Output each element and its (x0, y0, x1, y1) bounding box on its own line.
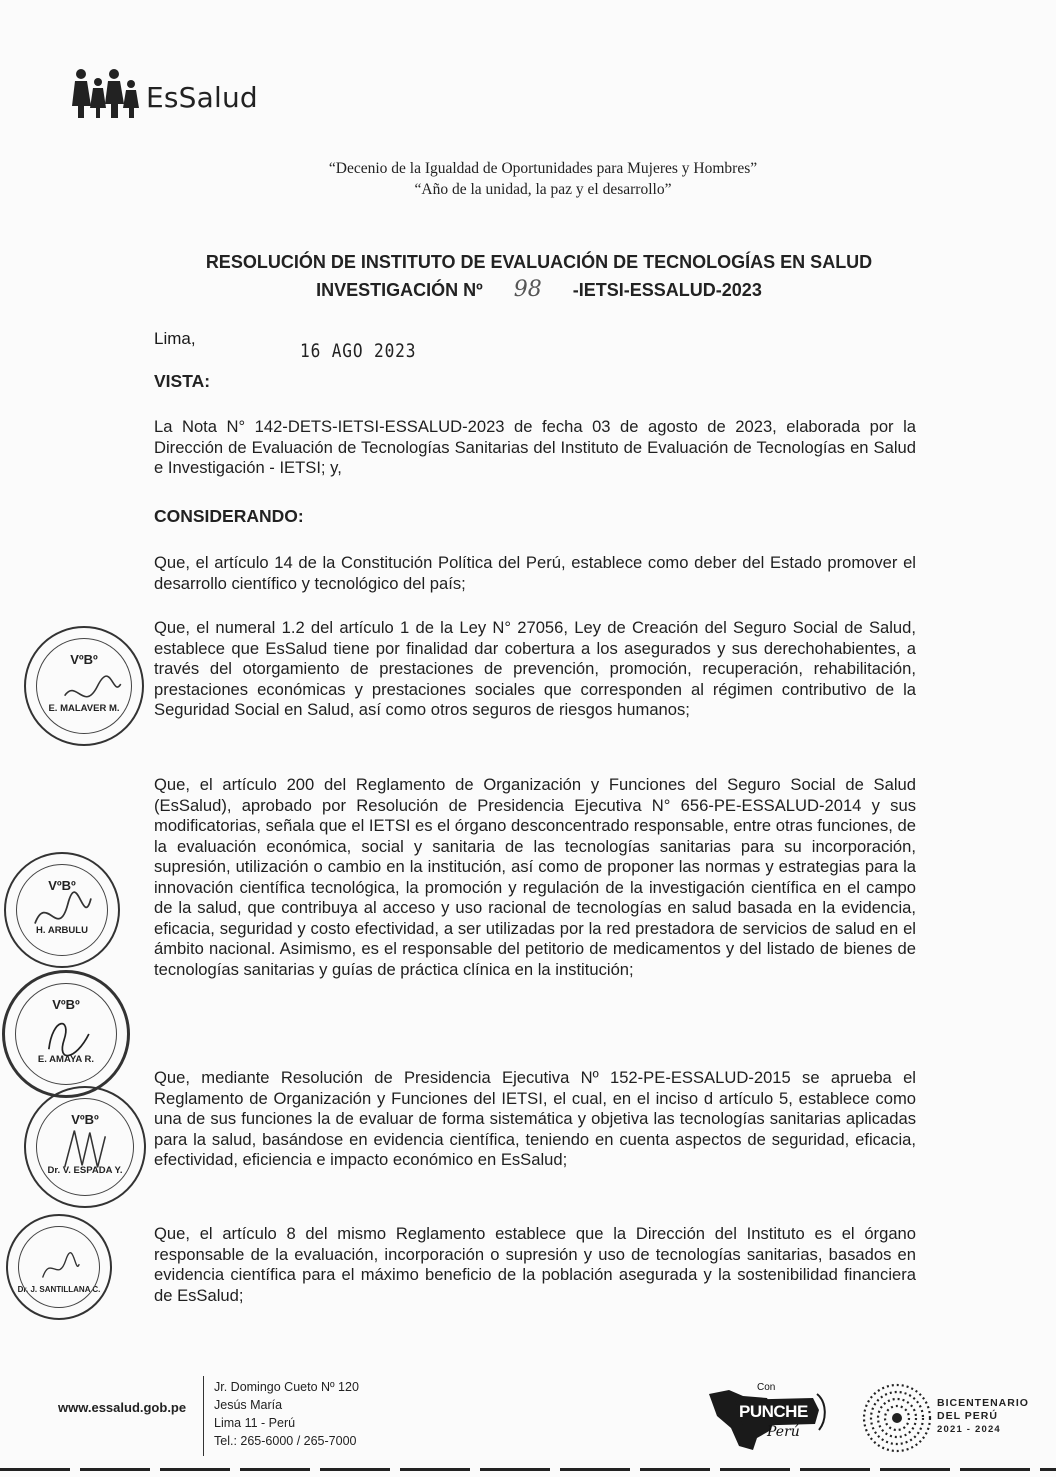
approval-stamp-arbulu (4, 852, 120, 968)
punche-main: PUNCHE (739, 1402, 808, 1421)
bicentenario-line: DEL PERÚ (937, 1410, 998, 1422)
place-label: Lima, (154, 329, 196, 348)
bicentenario-sun-icon (858, 1379, 936, 1457)
signature-icon (6, 854, 118, 966)
family-figures-icon (72, 66, 140, 118)
considerando-paragraph: Que, el artículo 200 del Reglamento de Organización y Funciones del Seguro Social de Salud (EsSalud), aprobado por Resolución de Presidencia Ejecutiva N° 656-PE-ESSALUD-2014 y sus modificatorias, señala que el IETSI es el órgano desconcentrado responsable, entre otras funciones, de la evaluación económica, social y sanitaria de las tecnologías sanitarias para su incorporación, supresión, utilización o cambio en la institución, así como de proponer las normas y estrategias para la innovación científica tecnológica, la promoción y regulación de la investigación científica en el campo de la salud, que contribuya al acceso y uso racional de tecnologías en salud basada en la evidencia, eficacia, seguridad y costo efectividad, a ser utilizadas por la red prestadora de servicios de salud en el ámbito nacional. Asimismo, es el responsable del petitorio de medicamentos y del listado de bienes de tecnologías sanitarias y guías de práctica clínica en la institución; (154, 775, 916, 979)
stamp-vb: VºBº (71, 1112, 99, 1127)
footer-divider (203, 1376, 204, 1456)
considerando-paragraph-1-block (154, 553, 916, 594)
considerando-paragraph-2-block (154, 618, 916, 721)
stamp-name: Dr. V. ESPADA Y. (47, 1165, 123, 1176)
date-stamp: 16 AGO 2023 (300, 340, 417, 362)
approval-stamp-malaver (24, 626, 144, 746)
bicentenario-line: BICENTENARIO (937, 1397, 1029, 1409)
motto-decenio: “Decenio de la Igualdad de Oportunidades para Mujeres y Hombres” (328, 160, 758, 177)
address-line: Tel.: 265-6000 / 265-7000 (214, 1434, 357, 1448)
vista-heading: VISTA: (154, 371, 211, 391)
considerando-paragraph: Que, el artículo 8 del mismo Reglamento establece que la Dirección del Instituto es el órgano responsable de la evaluación, incorporación o supresión y uso de tecnologías sanitarias, basados en evidencia científica para el máximo beneficio de la población asegurada y la sostenibilidad financiera de EsSalud; (154, 1224, 916, 1305)
considerando-paragraph: Que, el artículo 14 de la Constitución Política del Perú, establece como deber del Estado promover el desarrollo científico y tecnológico del país; (154, 553, 916, 593)
stamp-vb: VºBº (52, 997, 80, 1012)
address-line: Jesús María (214, 1398, 283, 1412)
mottos (0, 158, 1056, 200)
signature-icon (5, 973, 127, 1095)
punche-con: Con (757, 1382, 776, 1393)
footer-address (214, 1378, 359, 1450)
title-prefix: INVESTIGACIÓN Nº (316, 280, 483, 300)
title-line-2 (0, 276, 1056, 304)
con-punche-peru-logo (705, 1380, 829, 1452)
vista-paragraph: La Nota N° 142-DETS-IETSI-ESSALUD-2023 de fecha 03 de agosto de 2023, elaborada por la Dirección de Evaluación de Tecnologías Sanitarias del Instituto de Evaluación de Tecnologías en Salud e Investigación - IETSI; y, (154, 417, 916, 477)
title-line-1: RESOLUCIÓN DE INSTITUTO DE EVALUACIÓN DE TECNOLOGÍAS EN SALUD (205, 252, 873, 272)
stamp-vb: VºBº (70, 652, 98, 667)
address-line: Jr. Domingo Cueto Nº 120 (214, 1380, 359, 1394)
stamp-name: E. AMAYA R. (37, 1054, 95, 1065)
resolution-title (0, 248, 1056, 304)
signature-icon (26, 1088, 144, 1206)
footer-website-link[interactable]: www.essalud.gob.pe (58, 1400, 187, 1415)
logo-text: EsSalud (146, 81, 258, 114)
approval-stamp-santillana (6, 1214, 112, 1320)
handwritten-resolution-number: 98 (513, 277, 542, 302)
bicentenario-years: 2021 - 2024 (937, 1424, 1001, 1435)
considerando-paragraph: Que, mediante Resolución de Presidencia Ejecutiva Nº 152-PE-ESSALUD-2015 se aprueba el Reglamento de Organización y Funciones del IETSI, el cual, en el inciso d artículo 5, establece como una de sus funciones la de evaluar de forma sistemática y objetiva las tecnologías sanitarias aplicadas para la salud, basándose en evidencia científica, teniendo en cuenta aspectos de seguridad, eficacia, efectividad, eficiencia e impacto económico en EsSalud; (154, 1068, 916, 1169)
considerando-paragraph-5-block (154, 1224, 916, 1306)
address-line: Lima 11 - Perú (214, 1416, 296, 1430)
title-suffix: -IETSI-ESSALUD-2023 (572, 280, 762, 300)
signature-icon (26, 628, 142, 744)
approval-stamp-amaya (2, 970, 130, 1098)
approval-stamp-espada (24, 1086, 146, 1208)
considerando-paragraph: Que, el numeral 1.2 del artículo 1 de la Ley N° 27056, Ley de Creación del Seguro Social de Salud, establece que EsSalud tiene por finalidad dar cobertura a los asegurados y sus derechohabientes, a través del otorgamiento de prestaciones de prevención, promoción, recuperación, rehabilitación, prestaciones económicas y prestaciones sociales que corresponden al régimen contributivo de la Seguridad Social en Salud, así como otros seguros de riesgos humanos; (154, 618, 916, 719)
bicentenario-text (937, 1397, 1029, 1436)
stamp-name: Dr. J. SANTILLANA C. (17, 1285, 101, 1294)
stamp-vb: VºBº (48, 878, 76, 893)
essalud-logo (72, 66, 258, 118)
considerando-paragraph-4-block (154, 1068, 916, 1171)
vista-text-block (154, 417, 916, 479)
bottom-rule (0, 1468, 1056, 1471)
motto-ano: “Año de la unidad, la paz y el desarrollo” (414, 181, 672, 198)
stamp-name: E. MALAVER M. (48, 703, 120, 714)
signature-icon (8, 1216, 110, 1318)
considerando-paragraph-3-block (154, 775, 916, 980)
punche-peru: Perú (767, 1424, 800, 1440)
stamp-name: H. ARBULU (36, 925, 88, 936)
considerando-heading: CONSIDERANDO: (154, 506, 304, 526)
